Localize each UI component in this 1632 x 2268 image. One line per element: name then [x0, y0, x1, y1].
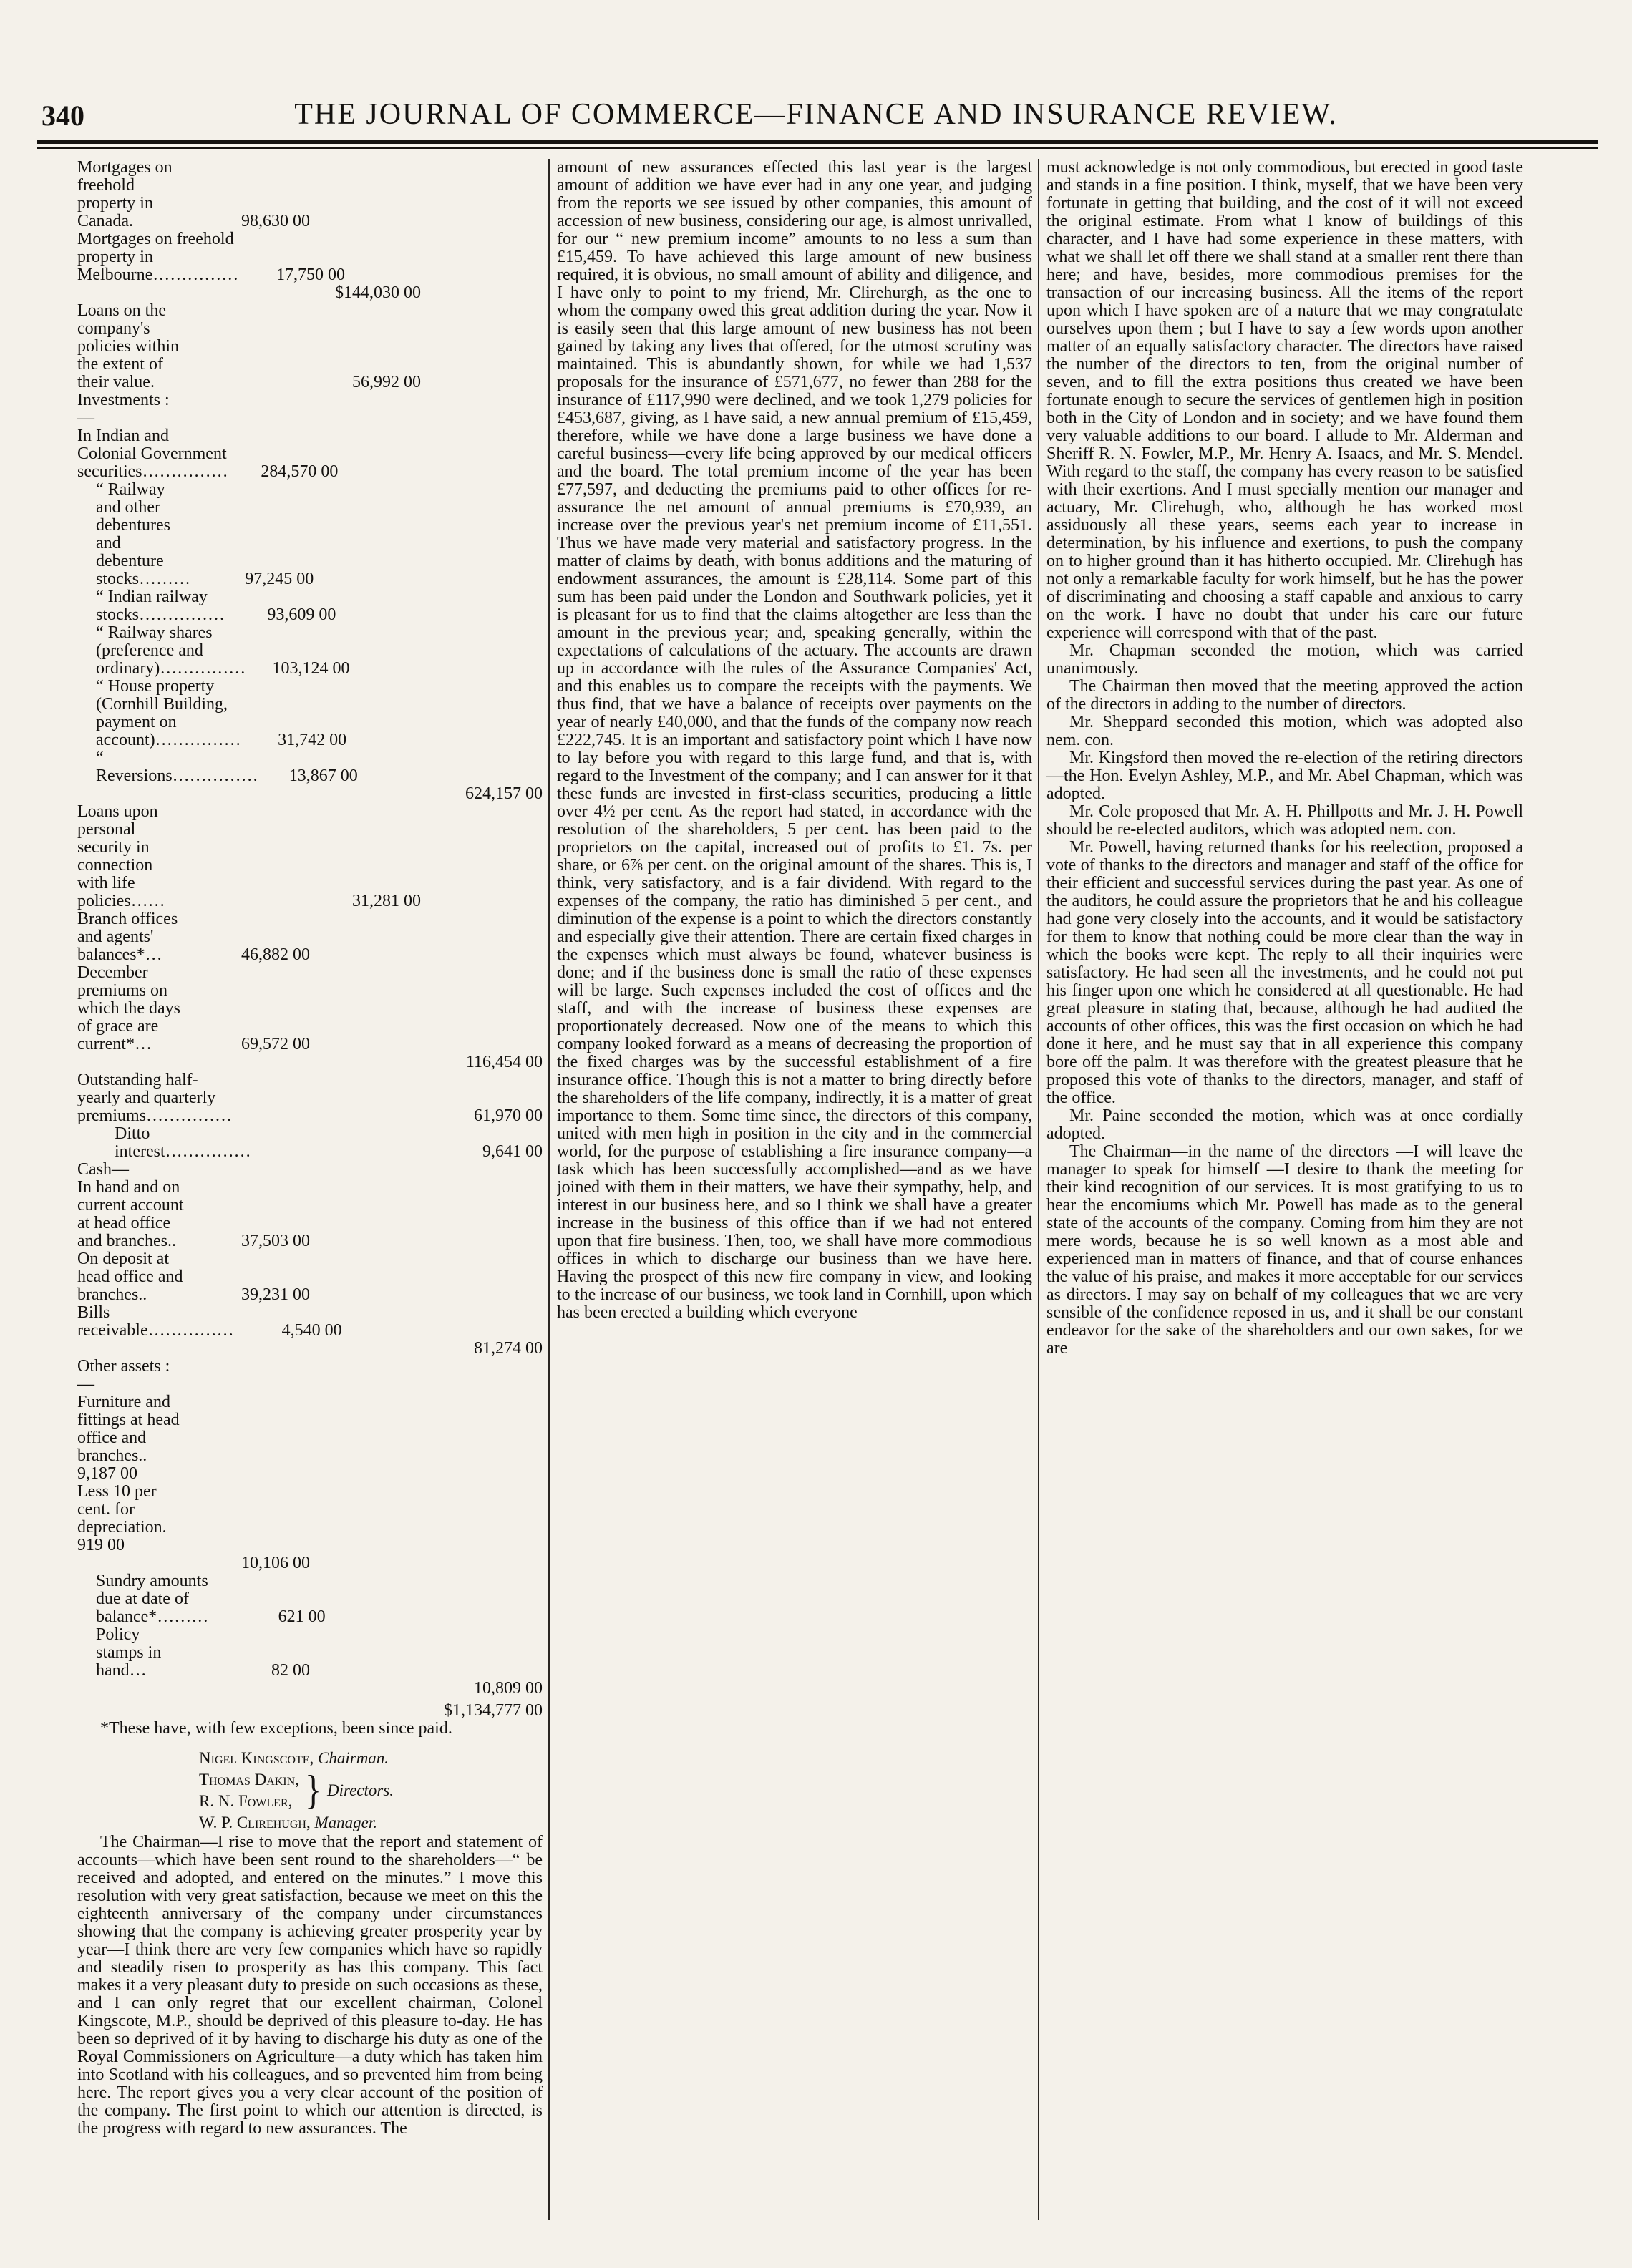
balance-sheet-row	[77, 678, 543, 749]
chairman-name: Nigel Kingscote,	[199, 1749, 314, 1767]
column-3-paragraph: The Chairman then moved that the meeting approved the action of the directors in adding to the number of directors.	[1046, 677, 1523, 714]
column-3-paragraph: Mr. Kingsford then moved the re-election of the retiring directors—the Hon. Evelyn Ashley, M.P., and Mr. Abel Chapman, which was adopted.	[1046, 749, 1523, 803]
header-rule-thick	[37, 140, 1598, 144]
balance-item-label: Ditto interest……………	[115, 1124, 251, 1161]
balance-item-label: In hand and on current account at head office and branches..	[77, 1178, 188, 1250]
balance-amount-a1: 284,570 00	[261, 462, 339, 481]
signatures	[77, 1748, 543, 1834]
balance-amount-a1: 10,106 00	[241, 1554, 310, 1572]
director-2: R. N. Fowler,	[199, 1792, 293, 1810]
balance-item-label: In Indian and Colonial Government securities……………	[77, 427, 231, 481]
balance-sheet-row	[77, 1483, 543, 1554]
balance-amount-a1: 37,503 00	[241, 1232, 310, 1250]
balance-sheet-row	[77, 284, 543, 302]
balance-item-label: Less 10 per cent. for depreciation. 919 00	[77, 1482, 180, 1554]
balance-item-label: Loans upon personal security in connection with life policies……	[77, 802, 165, 910]
balance-amount-a1: 46,882 00	[241, 945, 310, 964]
balance-sheet-row	[77, 624, 543, 678]
balance-item-label: Policy stamps in hand…	[96, 1625, 166, 1680]
column-1-text	[77, 1834, 543, 2138]
balance-item-label: Sundry amounts due at date of balance*………	[96, 1572, 213, 1626]
column-3-paragraph: Mr. Cole proposed that Mr. A. H. Phillpotts and Mr. J. H. Powell should be re-elected auditors, which was adopted nem. con.	[1046, 802, 1523, 839]
balance-amount-a2: 31,281 00	[352, 892, 421, 910]
balance-sheet-row	[77, 749, 543, 785]
balance-item-label: “ Indian railway stocks……………	[96, 588, 225, 624]
running-title: THE JOURNAL OF COMMERCE—FINANCE AND INSURANCE REVIEW.	[294, 98, 1338, 131]
balance-amount-a2: 56,992 00	[352, 373, 421, 391]
balance-sheet-row	[77, 1572, 543, 1626]
balance-total-row	[77, 1702, 543, 1720]
balance-sheet-row	[77, 1071, 543, 1125]
balance-item-label: Mortgages on freehold property in Melbourne……………	[77, 230, 239, 284]
balance-sheet-row	[77, 588, 543, 624]
balance-item-label: “ House property (Cornhill Building, payment on account)……………	[96, 677, 241, 749]
balance-sheet-row	[77, 1358, 543, 1393]
manager-title: Manager.	[314, 1814, 377, 1831]
balance-item-label: Other assets :—	[77, 1357, 170, 1393]
chairman-title: Chairman.	[318, 1749, 389, 1767]
balance-sheet-row	[77, 1179, 543, 1250]
balance-sheet-row	[77, 1340, 543, 1358]
signature-chairman	[199, 1748, 543, 1769]
balance-sheet-row	[77, 1304, 543, 1340]
balance-amount-a3: 61,970 00	[474, 1106, 543, 1125]
column-rule-1	[548, 159, 550, 2220]
balance-item-label: Loans on the company's policies within the extent of their value.	[77, 301, 183, 391]
balance-item-label: Branch offices and agents' balances*…	[77, 910, 183, 964]
balance-sheet-row	[77, 391, 543, 427]
signature-manager	[199, 1812, 543, 1834]
balance-sheet-row	[77, 1125, 543, 1161]
column-3	[1046, 159, 1523, 2220]
balance-item-label: Mortgages on freehold property in Canada.	[77, 159, 177, 230]
balance-amount-a1: 97,245 00	[245, 570, 314, 588]
balance-sheet-row	[77, 159, 543, 230]
director-1: Thomas Dakin,	[199, 1771, 299, 1788]
balance-sheet-row	[77, 803, 543, 910]
column-2-paragraph: amount of new assurances effected this last year is the largest amount of addition we have ever had in any one year, and judging from the reports we see issued by other companies, this amount of accession of new business, considering our age, is almost unrivalled, for our “ new premium income” amounts to no less a sum than £15,459. To have achieved this large amount of new business required, it is obvious, no small amount of ability and diligence, and I have only to point to my friend, Mr. Clirehurgh, as the one to whom the company owed this great addition during the year. Now it is easily seen that this large amount of new business has not been gained by taking any lives that offered, for the utmost scrutiny was maintained. This is abundantly shown, for while we had 1,537 proposals for the insurance of £571,677, no fewer than 288 for the insurance of £117,990 were declined, and we took 1,279 policies for £453,687, giving, as I have said, a new annual premium of £15,459, therefore, while we have done a large business we have done a careful business—every life being approved by our medical officers and the board. The total premium income of the year has been £77,597, and deducting the premiums paid to other offices for re-assurance the net amount of annual premiums is £70,939, an increase over the previous year's net premium income of £11,551. Thus we have made very material and satisfactory progress. In the matter of claims by death, with bonus additions and the maturing of endowment assurances, the amount is £28,114. Some part of this sum has been paid under the London and Southwark policies, yet it is pleasant for us to find that the claims altogether are less than the amount in the previous year; and, speaking generally, within the expectations of calculations of the actuary. The accounts are drawn up in accordance with the rules of the Assurance Companies' Act, and this enables us to compare the receipts with the payments. We thus find, that we have a balance of receipts over payments on the year of nearly £40,000, and that the funds of the company now reach £222,745. It is an important and satisfactory point which I have now to lay before you with regard to this large fund, and that is, with regard to the Investment of the company; and I can answer for it that these funds are invested in first-class securities, producing a little over 4½ per cent. As the report had stated, in accordance with the resolution of the shareholders, 5 per cent. has been paid to the proprietors on the capital, increased out of profits to £1. 7s. per share, or 6⅞ per cent. on the original amount of the shares. This is, I think, very satisfactory, and is a fair dividend. With regard to the expenses of the company, the ratio has diminished 5 per cent., and diminution of the expense is a point to which the directors constantly and especially give their attention. There are certain fixed charges in the expenses which must always be found, whatever business is done; and if the business done is small the ratio of these expenses will be large. Such expenses included the cost of offices and the staff, and with the increase of business these expenses are proportionately decreased. Now one of the means to which this company looked forward as a means of decreasing the proportion of the fixed charges was by the successful establishment of a fire insurance office. Though this is not a matter to bring directly before the shareholders of the life company, indirectly, it is a matter of great importance to them. Some time since, the directors of this company, united with men high in position in the city and in the commercial world, for the purpose of establishing a fire insurance company—a task which has been successfully accomplished—and as we have joined with them in their matters, we have their sympathy, help, and interest in our business here, and so I think we shall have a greater increase in the business of this office than if we had not entered upon that fire business. Then, too, we shall have more commodious offices in which to discharge our business than we have here. Having the prospect of this new fire company in view, and looking to the increase of our business, we took land in Cornhill, upon which has been erected a building which everyone	[557, 159, 1032, 1322]
balance-item-label: Outstanding half-yearly and quarterly premiums……………	[77, 1071, 232, 1125]
balance-amount-a1: 98,630 00	[241, 212, 310, 230]
balance-sheet-row	[77, 1053, 543, 1071]
balance-item-label: Cash—	[77, 1160, 129, 1179]
balance-item-label: Bills receivable……………	[77, 1303, 234, 1340]
balance-amount-a1: 621 00	[278, 1607, 326, 1626]
column-3-paragraph: Mr. Powell, having returned thanks for his reelection, proposed a vote of thanks to the directors and manager and staff of the office for their efficient and successful services during the past year. As one of the auditors, he could assure the proprietors that he and his colleague had gone very closely into the accounts, and it would be satisfactory for them to know that nothing could be more clear than the way in which the books were kept. The reply to all their inquiries were satisfactory. He had seen all the investments, and he could not put his finger upon one which he considered at all questionable. He had great pleasure in stating that, because, although he had audited the accounts of other offices, this was the first occasion on which he had done it here, and he must say that in all experience this company bore off the palm. It was therefore with the greatest pleasure that he proposed this vote of thanks to the directors, manager, and staff of the office.	[1046, 838, 1523, 1107]
brace: }	[304, 1767, 321, 1814]
balance-sheet-row	[77, 1554, 543, 1572]
balance-sheet-row	[77, 1250, 543, 1304]
balance-sheet-row	[77, 302, 543, 391]
header-rule-thin	[37, 147, 1598, 149]
balance-item-label: “ Railway and other debentures and debenture stocks………	[96, 480, 190, 588]
balance-sheet	[77, 159, 543, 1698]
column-3-paragraph: Mr. Sheppard seconded this motion, which was adopted also nem. con.	[1046, 713, 1523, 749]
balance-sheet-row	[77, 910, 543, 964]
balance-amount-a3: 116,454 00	[465, 1053, 543, 1071]
column-3-paragraph: Mr. Chapman seconded the motion, which was carried unanimously.	[1046, 641, 1523, 678]
balance-item-label: Furniture and fittings at head office and branches.. 9,187 00	[77, 1393, 184, 1483]
footnote: *These have, with few exceptions, been since paid.	[100, 1719, 452, 1738]
balance-amount-a1: 93,609 00	[267, 605, 336, 624]
balance-amount-a1: 69,572 00	[241, 1035, 310, 1053]
balance-amount-a1: 4,540 00	[281, 1321, 342, 1340]
column-2	[557, 159, 1032, 2220]
balance-sheet-row	[77, 1626, 543, 1680]
balance-item-label: December premiums on which the days of grace are current*…	[77, 963, 185, 1053]
balance-sheet-row	[77, 964, 543, 1053]
balance-amount-a3: 10,809 00	[474, 1679, 543, 1698]
balance-item-label: Investments :—	[77, 391, 170, 427]
balance-amount-a1: 31,742 00	[278, 731, 347, 749]
balance-amount-a1: 13,867 00	[288, 766, 358, 785]
balance-sheet-row	[77, 1161, 543, 1179]
column-3-paragraph: The Chairman—in the name of the directors —I will leave the manager to speak for himself —I desire to thank the meeting for their kind recognition of our services. It is most gratifying to us to hear the encomiums which Mr. Powell has made as to the general state of the accounts of the company. Coming from him they are not mere words, because he is so well known as a most able and experienced man in matters of finance, and that of course enhances the value of his praise, and makes it more acceptable for our services as directors. I may say on behalf of my colleagues that we are very sensible of the confidence reposed in us, and it shall be our constant endeavor for the sake of the shareholders and our own sakes, for we are	[1046, 1142, 1523, 1358]
page-number: 340	[42, 99, 84, 132]
balance-sheet-row	[77, 481, 543, 588]
balance-item-label: On deposit at head office and branches..	[77, 1250, 188, 1304]
balance-sheet-row	[77, 230, 543, 284]
balance-amount-a1: 39,231 00	[241, 1285, 310, 1304]
balance-amount-a3: 9,641 00	[482, 1142, 543, 1161]
balance-amount-a1: 103,124 00	[272, 659, 350, 678]
balance-item-label: “ Reversions……………	[96, 749, 258, 785]
directors-title: Directors.	[327, 1781, 394, 1799]
column-3-paragraph: must acknowledge is not only commodious, but erected in good taste and stands in a fine position. I think, myself, that we have been very fortunate in getting that building, and the cost of it will not exceed the original estimate. From what I know of buildings of this character, and I have had some experience in these matters, with what we shall let off there we shall stand at a smaller rent there than here; and have, besides, more commodious premises for the transaction of our increasing business. All the items of the report upon which I have spoken are of a nature that we may congratulate ourselves upon them ; but I have to say a few words upon another matter of an equally satisfactory character. The directors have raised the number of the directors to ten, from the original number of seven, and to fill the extra positions thus created we have been fortunate enough to secure the services of gentlemen high in position both in the City of London and in society; and we have found them very valuable additions to our board. I allude to Mr. Alderman and Sheriff R. N. Fowler, M.P., Mr. Henry A. Isaacs, and Mr. S. Mendel. With regard to the staff, the company has every reason to be satisfied with their exertions. And I must specially mention our manager and actuary, Mr. Clirehugh, who, although he has worked most assiduously all these years, seems each year to increase in determination, by his influence and exertions, to push the company on to higher ground than it has hitherto occupied. Mr. Clirehugh has not only a remarkable faculty for work himself, but he has the power of discriminating and choosing a staff capable and anxious to carry on the work. I have no doubt that under his care our future experience will correspond with that of the past.	[1046, 159, 1523, 642]
balance-amount-a2: $144,030 00	[335, 283, 421, 302]
manager-name: W. P. Clirehugh,	[199, 1814, 311, 1831]
column-1	[77, 159, 543, 2220]
balance-sheet-row	[77, 1680, 543, 1698]
balance-amount-a1: 82 00	[271, 1661, 310, 1680]
signature-directors	[199, 1769, 543, 1812]
balance-amount-a1: 17,750 00	[276, 266, 345, 284]
balance-amount-a3: 81,274 00	[474, 1339, 543, 1358]
balance-sheet-row	[77, 785, 543, 803]
column-rule-2	[1038, 159, 1039, 2220]
column-1-paragraph: The Chairman—I rise to move that the report and statement of accounts—which have been sent round to the shareholders—“ be received and adopted, and entered on the minutes.” I move this resolution with very great satisfaction, because we meet on this the eighteenth anniversary of the company under circumstances showing that the company is achieving greater prosperity year by year—I think there are very few companies which have so rapidly and steadily risen to prosperity as has this company. This fact makes it a very pleasant duty to preside on such occasions as these, and I can only regret that our excellent chairman, Colonel Kingscote, M.P., should be deprived of this pleasure to-day. He has been so deprived of it by having to discharge his duty as one of the Royal Commissioners on Agriculture—a duty which has taken him into Scotland with his colleagues, and so prevented him from being here. The report gives you a very clear account of the position of the company. The first point to which our attention is directed, is the progress with regard to new assurances. The	[77, 1833, 543, 2138]
column-3-paragraph: Mr. Paine seconded the motion, which was at once cordially adopted.	[1046, 1106, 1523, 1143]
balance-amount-a3: 624,157 00	[465, 784, 543, 803]
balance-sheet-row	[77, 1393, 543, 1483]
balance-item-label: “ Railway shares (preference and ordinary)……………	[96, 623, 246, 678]
balance-sheet-row	[77, 427, 543, 481]
balance-total: $1,134,777 00	[444, 1701, 543, 1720]
